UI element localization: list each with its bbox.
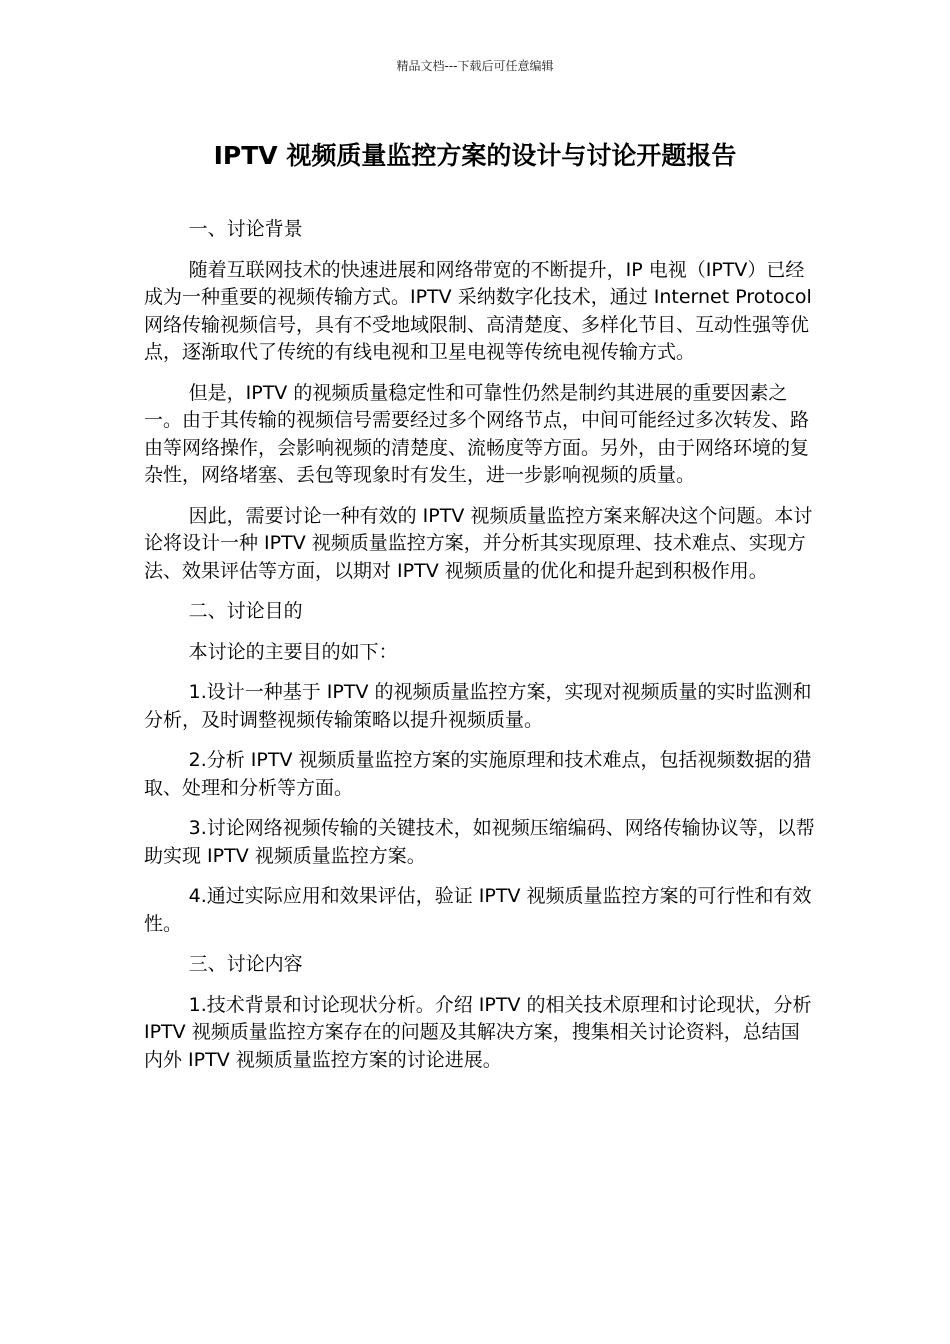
paragraph: 随着互联网技术的快速进展和网络带宽的不断提升，IP 电视（IPTV）已经成为一种重要的视频传输方式。IPTV 采纳数字化技术，通过 Internet Protocol 网络传输视频信号，具有不受地域限制、高清楚度、多样化节目、互动性强等优点，逐渐取代了传统的有线电视和卫星电视等传统电视传输方式。 (144, 258, 812, 363)
list-item: 4.通过实际应用和效果评估，验证 IPTV 视频质量监控方案的可行性和有效性。 (144, 885, 812, 935)
list-item: 2.分析 IPTV 视频质量监控方案的实施原理和技术难点，包括视频数据的猎取、处理和分析等方面。 (144, 749, 812, 799)
paragraph: 本讨论的主要目的如下： (188, 640, 398, 663)
document-body (144, 216, 816, 1087)
list-item: 1.技术背景和讨论现状分析。介绍 IPTV 的相关技术原理和讨论现状，分析 IPTV 视频质量监控方案存在的问题及其解决方案，搜集相关讨论资料，总结国内外 IPTV 视频质量监控方案的讨论进展。 (144, 993, 812, 1071)
list-item: 1.设计一种基于 IPTV 的视频质量监控方案，实现对视频质量的实时监测和分析，及时调整视频传输策略以提升视频质量。 (144, 681, 812, 731)
section-heading-content: 三、讨论内容 (188, 953, 303, 975)
section-heading-background: 一、讨论背景 (188, 218, 303, 240)
paragraph: 因此，需要讨论一种有效的 IPTV 视频质量监控方案来解决这个问题。本讨论将设计一种 IPTV 视频质量监控方案，并分析其实现原理、技术难点、实现方法、效果评估等方面，以期对 IPTV 视频质量的优化和提升起到积极作用。 (144, 504, 813, 582)
list-item: 3.讨论网络视频传输的关键技术，如视频压缩编码、网络传输协议等，以帮助实现 IPTV 视频质量监控方案。 (144, 817, 815, 867)
document-title: IPTV 视频质量监控方案的设计与讨论开题报告 (213, 141, 737, 170)
paragraph: 但是，IPTV 的视频质量稳定性和可靠性仍然是制约其进展的重要因素之一。由于其传输的视频信号需要经过多个网络节点，中间可能经过多次转发、路由等网络操作，会影响视频的清楚度、流畅度等方面。另外，由于网络环境的复杂性，网络堵塞、丢包等现象时有发生，进一步影响视频的质量。 (144, 381, 810, 486)
header-note: 精品文档---下载后可任意编辑 (396, 59, 554, 73)
section-heading-purpose: 二、讨论目的 (188, 600, 303, 622)
